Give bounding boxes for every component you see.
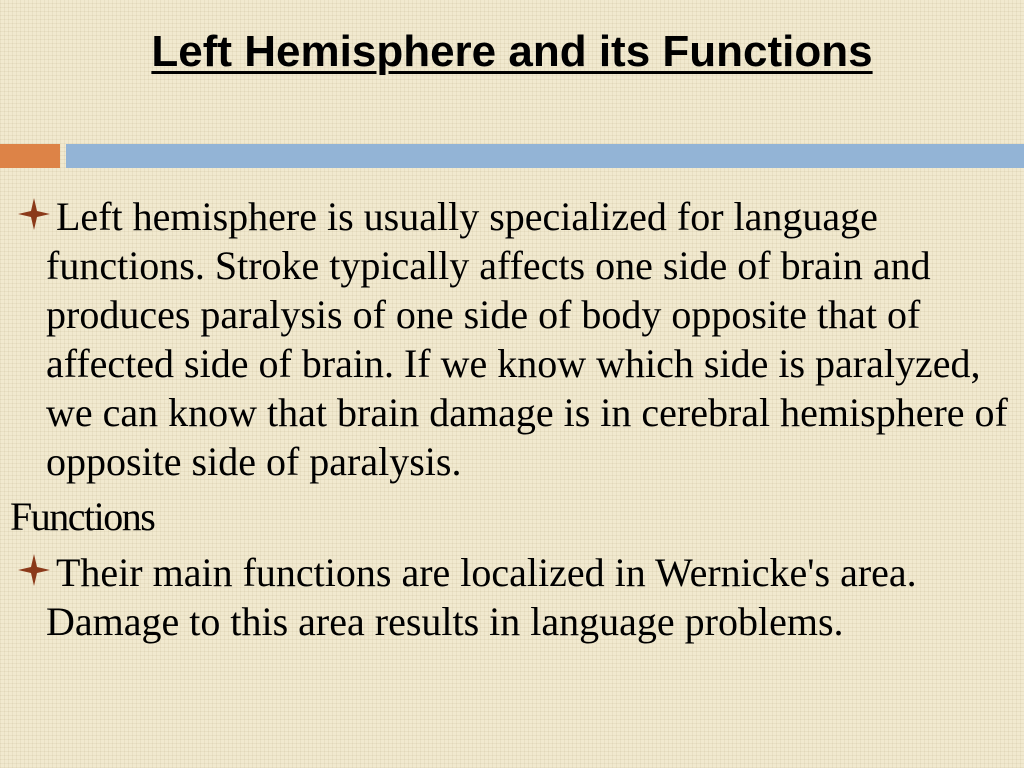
section-heading-functions: Functions [10, 494, 155, 539]
slide-title-text: Left Hemisphere and its Functions [151, 27, 873, 76]
bullet-text: Their main functions are localized in Wernicke's area. Damage to this area results in language problems. [46, 550, 917, 644]
accent-bar-blue [66, 144, 1024, 168]
four-point-star-icon [14, 550, 54, 590]
accent-bar-orange [0, 144, 60, 168]
slide-title [0, 22, 1024, 82]
bullet-item-hemisphere [0, 192, 1010, 486]
four-point-star-icon [14, 194, 54, 234]
bullet-item-wernicke [0, 548, 1010, 646]
slide-body [0, 192, 1010, 646]
bullet-text: Left hemisphere is usually specialized for language functions. Stroke typically affects one side of brain and produces paralysis of one side of body opposite that of affected side of brain. If we know which side is paralyzed, we can know that brain damage is in cerebral hemisphere of opposite side of paralysis. [46, 194, 1008, 484]
